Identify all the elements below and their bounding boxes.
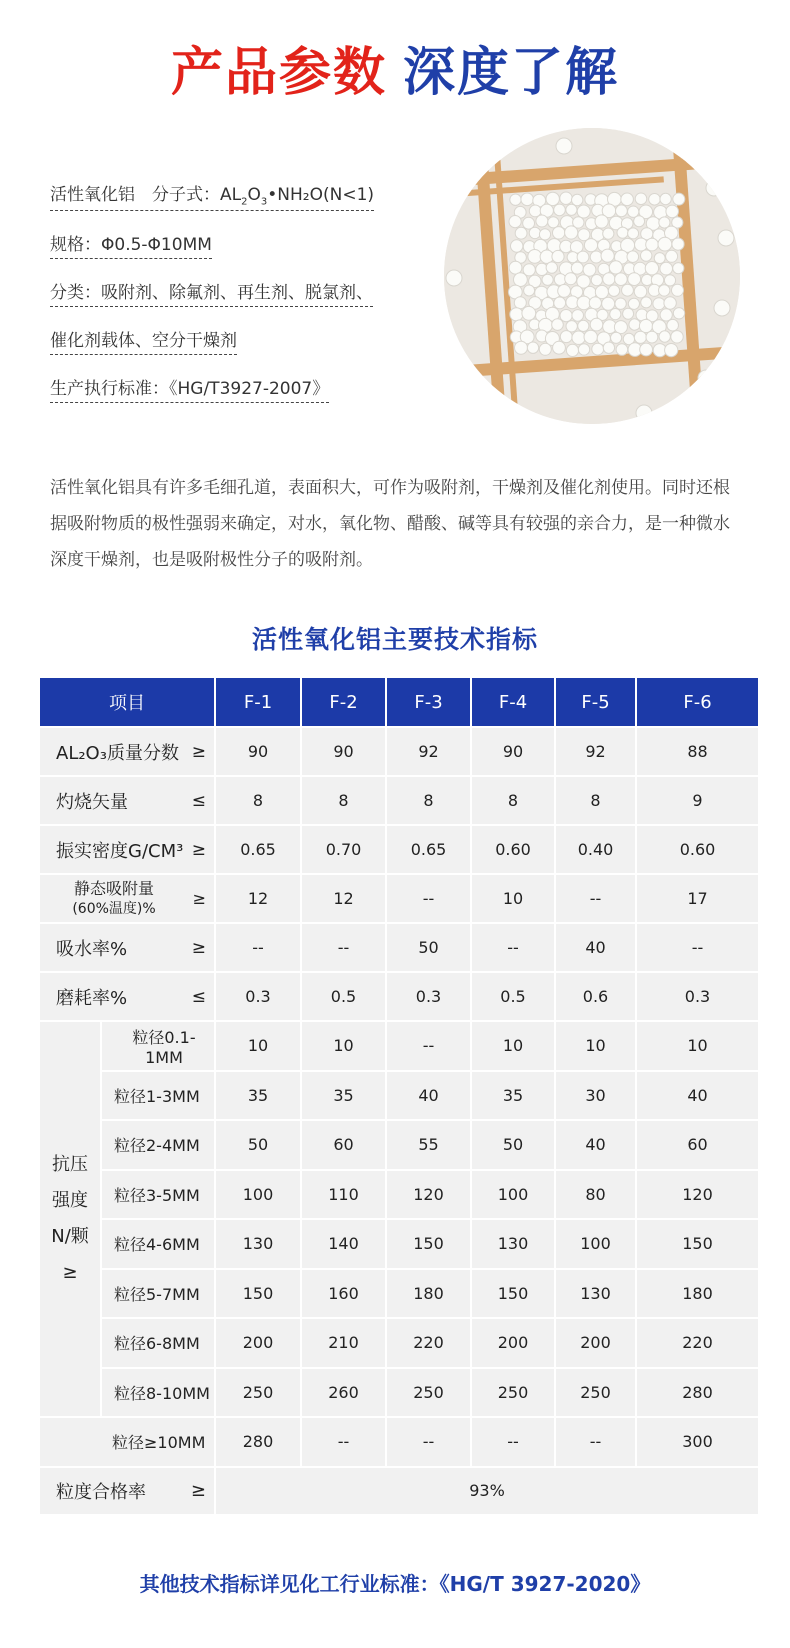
table-cell: 0.60 [472, 826, 554, 873]
spec-category-2: 催化剂载体、空分干燥剂 [50, 326, 237, 355]
table-cell: 35 [216, 1072, 300, 1120]
row-label [40, 875, 214, 922]
comparison-symbol: ≤ [191, 790, 206, 811]
table-cell: 40 [556, 924, 635, 971]
table-cell: 60 [302, 1121, 385, 1169]
table-header-grade: F-1 [216, 678, 300, 726]
table-cell: 80 [556, 1171, 635, 1219]
table-cell: 40 [387, 1072, 470, 1120]
comparison-symbol: ≥ [192, 888, 206, 908]
table-cell: 0.6 [556, 973, 635, 1020]
table-cell: 130 [216, 1220, 300, 1268]
table-cell: 55 [387, 1121, 470, 1169]
table-cell: 30 [556, 1072, 635, 1120]
table-cell: 35 [472, 1072, 554, 1120]
table-cell: 8 [472, 777, 554, 824]
comparison-symbol: ≥ [191, 741, 206, 762]
table-cell: -- [556, 875, 635, 922]
table-cell: 8 [302, 777, 385, 824]
table-cell: 200 [472, 1319, 554, 1367]
row-label [40, 973, 214, 1020]
spec-size: 规格：Φ0.5-Φ10MM [50, 230, 212, 259]
spec-formula: 活性氧化铝 分子式：$AL_2O_3•NH_2O(N<1)$ [50, 180, 374, 211]
table-cell: 150 [472, 1270, 554, 1318]
table-cell: 10 [472, 1022, 554, 1070]
spec-category-1: 分类：吸附剂、除氟剂、再生剂、脱氯剂、 [50, 278, 373, 307]
row-label [40, 728, 214, 775]
row-label-text: 静态吸附量 [73, 878, 154, 898]
pass-rate-label [40, 1468, 214, 1514]
table-cell: 0.70 [302, 826, 385, 873]
table-cell: 0.5 [302, 973, 385, 1020]
table-cell: 90 [302, 728, 385, 775]
table-cell: 0.5 [472, 973, 554, 1020]
product-photo [444, 128, 740, 424]
table-cell: 200 [556, 1319, 635, 1367]
table-cell: 150 [387, 1220, 470, 1268]
table-cell: 220 [387, 1319, 470, 1367]
table-cell: 9 [637, 777, 758, 824]
strength-group-text: 抗压 [52, 1154, 88, 1175]
table-cell: 8 [387, 777, 470, 824]
table-cell: 250 [387, 1369, 470, 1417]
table-cell: 10 [302, 1022, 385, 1070]
table-cell: 130 [472, 1220, 554, 1268]
row-label-subtext: (60%温度)% [72, 900, 156, 917]
table-cell: -- [302, 1418, 385, 1466]
title-red: 产品参数 [170, 43, 387, 103]
comparison-symbol: ≥ [191, 839, 206, 860]
table-cell: 0.3 [387, 973, 470, 1020]
row-label-text: 灼烧矢量 [56, 791, 128, 813]
table-cell: 10 [637, 1022, 758, 1070]
particle-size-label: 粒径4-6MM [102, 1220, 214, 1268]
comparison-symbol: ≤ [191, 986, 206, 1007]
table-cell: 120 [387, 1171, 470, 1219]
comparison-symbol: ≥ [191, 937, 206, 958]
footer-note: 其他技术指标详见化工行业标准：《HG/T 3927-2020》 [139, 1572, 651, 1596]
table-cell: 8 [556, 777, 635, 824]
table-cell: -- [556, 1418, 635, 1466]
table-cell: 0.65 [216, 826, 300, 873]
table-cell: 8 [216, 777, 300, 824]
table-cell: 140 [302, 1220, 385, 1268]
row-label-text: 吸水率% [56, 938, 128, 960]
table-cell: -- [387, 875, 470, 922]
table-cell: 0.65 [387, 826, 470, 873]
row-label [40, 777, 214, 824]
table-cell: 150 [637, 1220, 758, 1268]
table-cell: 120 [637, 1171, 758, 1219]
table-cell: 10 [556, 1022, 635, 1070]
table-header-grade: F-4 [472, 678, 554, 726]
particle-size-label: 粒径6-8MM [102, 1319, 214, 1367]
title-blue: 深度了解 [403, 43, 620, 103]
table-cell: 100 [472, 1171, 554, 1219]
table-cell: -- [472, 1418, 554, 1466]
table-cell: 250 [556, 1369, 635, 1417]
row-label-text: 磨耗率% [56, 987, 128, 1009]
table-header-grade: F-5 [556, 678, 635, 726]
table-cell: 200 [216, 1319, 300, 1367]
table-cell: 180 [387, 1270, 470, 1318]
table-cell: 90 [216, 728, 300, 775]
particle-size-label: 粒径1-3MM [102, 1072, 214, 1120]
table-cell: 88 [637, 728, 758, 775]
table-cell: 100 [216, 1171, 300, 1219]
table-cell: 280 [637, 1369, 758, 1417]
pass-rate-value: 93% [216, 1468, 758, 1514]
table-title: 活性氧化铝主要技术指标 [251, 625, 538, 654]
table-cell: 40 [637, 1072, 758, 1120]
page-title [0, 38, 790, 108]
table-cell: -- [216, 924, 300, 971]
table-cell: 110 [302, 1171, 385, 1219]
table-cell: 150 [216, 1270, 300, 1318]
row-label-text: AL₂O₃质量分数 [56, 742, 179, 764]
table-cell: -- [302, 924, 385, 971]
table-header-item: 项目 [40, 678, 214, 726]
table-header-grade: F-6 [637, 678, 758, 726]
table-cell: 12 [216, 875, 300, 922]
particle-size-label: 粒径2-4MM [102, 1121, 214, 1169]
strength-group-text: N/颗 [51, 1226, 89, 1247]
table-header-grade: F-3 [387, 678, 470, 726]
table-cell: 40 [556, 1121, 635, 1169]
particle-size-label: 粒径≥10MM [40, 1418, 214, 1466]
table-cell: 160 [302, 1270, 385, 1318]
table-cell: 0.3 [216, 973, 300, 1020]
table-cell: 0.3 [637, 973, 758, 1020]
pass-rate-text: 粒度合格率 [56, 1481, 146, 1503]
table-cell: 260 [302, 1369, 385, 1417]
particle-size-label: 粒径8-10MM [102, 1369, 214, 1417]
table-cell: -- [387, 1418, 470, 1466]
table-header-grade: F-2 [302, 678, 385, 726]
table-cell: 90 [472, 728, 554, 775]
strength-group-text: ≥ [62, 1262, 78, 1283]
table-cell: 12 [302, 875, 385, 922]
table-cell: 0.60 [637, 826, 758, 873]
table-cell: 60 [637, 1121, 758, 1169]
table-cell: 92 [387, 728, 470, 775]
table-cell: 250 [472, 1369, 554, 1417]
intro-paragraph: 活性氧化铝具有许多毛细孔道，表面积大，可作为吸附剂，干燥剂及催化剂使用。同时还根据吸附物质的极性强弱来确定，对水，氧化物、醋酸、碱等具有较强的亲合力，是一种微水深度干燥剂，也是吸附极性分子的吸附剂。 [50, 478, 730, 570]
table-cell: -- [387, 1022, 470, 1070]
particle-size-label: 粒径0.1-1MM [102, 1022, 214, 1070]
table-cell: 300 [637, 1418, 758, 1466]
table-cell: 50 [387, 924, 470, 971]
table-cell: 210 [302, 1319, 385, 1367]
particle-size-label: 粒径5-7MM [102, 1270, 214, 1318]
table-cell: 220 [637, 1319, 758, 1367]
table-cell: 280 [216, 1418, 300, 1466]
table-cell: 180 [637, 1270, 758, 1318]
row-label [40, 826, 214, 873]
alumina-beads-image [444, 128, 740, 424]
table-cell: 92 [556, 728, 635, 775]
spec-table [40, 678, 760, 1558]
table-cell: 50 [472, 1121, 554, 1169]
spec-standard: 生产执行标准：《HG/T3927-2007》 [50, 374, 329, 403]
strength-group-text: 强度 [52, 1190, 88, 1211]
comparison-symbol: ≥ [190, 1480, 206, 1501]
table-cell: -- [637, 924, 758, 971]
table-cell: 10 [216, 1022, 300, 1070]
table-cell: 50 [216, 1121, 300, 1169]
table-cell: 100 [556, 1220, 635, 1268]
table-cell: 0.40 [556, 826, 635, 873]
spec-list [50, 180, 430, 422]
row-label-text: 振实密度G/CM³ [56, 840, 184, 862]
table-cell: 17 [637, 875, 758, 922]
strength-group-label [40, 1022, 100, 1416]
table-cell: 130 [556, 1270, 635, 1318]
table-cell: -- [472, 924, 554, 971]
particle-size-label: 粒径3-5MM [102, 1171, 214, 1219]
table-cell: 35 [302, 1072, 385, 1120]
row-label [40, 924, 214, 971]
table-cell: 250 [216, 1369, 300, 1417]
table-cell: 10 [472, 875, 554, 922]
